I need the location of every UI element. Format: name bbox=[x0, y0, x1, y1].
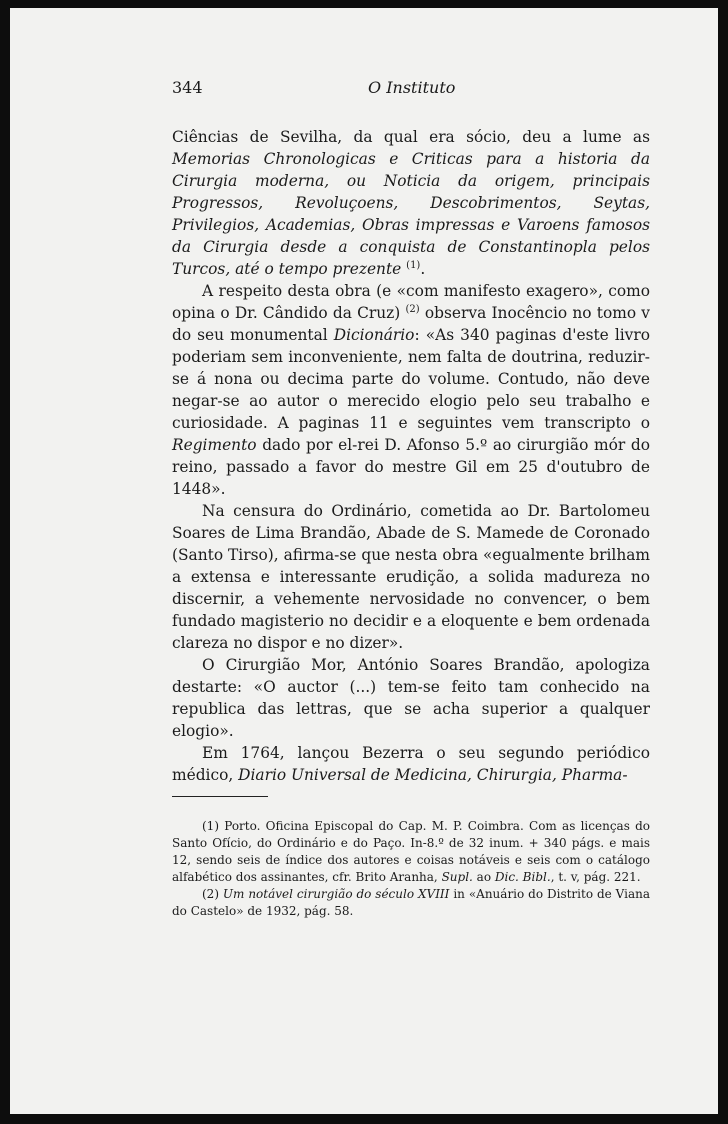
paragraph-5: Em 1764, lançou Bezerra o seu segundo periódico médico, Diario Universal de Medicina, Chirurgia, Pharma- bbox=[172, 744, 650, 784]
book-page bbox=[10, 8, 718, 1114]
regimento-title: Regimento bbox=[172, 436, 257, 454]
page-header bbox=[10, 78, 718, 102]
footnote-ref-2: (2) bbox=[405, 303, 420, 315]
footnote-divider bbox=[172, 796, 268, 797]
footnotes bbox=[172, 818, 650, 920]
paragraph-4: O Cirurgião Mor, António Soares Brandão, apologiza destarte: «O auctor (...) tem-se feito tam conhecido na republica das lettras, que se acha superior a qualquer elogio». bbox=[172, 656, 650, 740]
paragraph-2: A respeito desta obra (e «com manifesto exagero», como opina o Dr. Cândido da Cruz) $^{(2)}$ observa Inocêncio no tomo v do seu monumental Dicionário: «As 340 paginas d'este livro poderiam sem inconveniente, nem falta de doutrina, reduzir-se á nona ou decima parte do volume. Contudo, não deve negar-se ao autor o merecido elogio pelo seu trabalho e curiosidade. A paginas 11 e seguintes vem transcripto o Regimento dado por el-rei D. Afonso 5.º ao cirurgião mór do reino, passado a favor do mestre Gil em 25 d'outubro de 1448». bbox=[172, 282, 650, 498]
footnote-2: (2) Um notável cirurgião do século XVIII in «Anuário do Distrito de Viana do Castelo» de 1932, pág. 58. bbox=[172, 887, 650, 918]
paragraph-1: Ciências de Sevilha, da qual era sócio, deu a lume as Memorias Chronologicas e Criticas para a historia da Cirurgia moderna, ou Noticia da origem, principais Progressos, Revoluçoens, Descobrimentos, Seytas, Privilegios, Academias, Obras impressas e Varoens famosos da Cirurgia desde a conquista de Constantinopla pelos Turcos, até o tempo prezente $^{(1)}$. bbox=[172, 128, 650, 278]
footnote-marker-2: (2) bbox=[202, 887, 219, 901]
diario-title: Diario Universal de Medicina, Chirurgia, Pharma- bbox=[238, 766, 628, 784]
footnote-1: (1) Porto. Oficina Episcopal do Cap. M. P. Coimbra. Com as licenças do Santo Ofício, do Ordinário e do Paço. In-8.º de 32 inum. + 340 págs. e mais 12, sendo seis de índice dos autores e coisas notáveis e seis com o catálogo alfabético dos assinantes, cfr. Brito Aranha, Supl. ao Dic. Bibl., t. v, pág. 221. bbox=[172, 819, 650, 884]
memorias-title: Memorias Chronologicas e Criticas para a historia da Cirurgia moderna, ou Noticia da origem, principais Progressos, Revoluçoens, Descobrimentos, Seytas, Privilegios, Academias, Obras impressas e Varoens famosos da Cirurgia desde a conquista de Constantinopla pelos Turcos, até o tempo prezente bbox=[172, 150, 650, 278]
paragraph-3: Na censura do Ordinário, cometida ao Dr. Bartolomeu Soares de Lima Brandão, Abade de S. Mamede de Coronado (Santo Tirso), afirma-se que nesta obra «egualmente brilham a extensa e interessante erudição, a solida madureza no discernir, a vehemente nervosidade no convencer, o bem fundado magisterio no decidir e a eloquente e bem ordenada clareza no dispor e no dizer». bbox=[172, 502, 650, 652]
footnote-ref-1: (1) bbox=[406, 259, 421, 271]
running-title: O Instituto bbox=[368, 78, 456, 97]
dicionario-title: Dicionário bbox=[333, 326, 415, 344]
page-number: 344 bbox=[172, 78, 203, 97]
footnote-marker-1: (1) bbox=[202, 819, 219, 833]
main-text bbox=[172, 126, 650, 786]
